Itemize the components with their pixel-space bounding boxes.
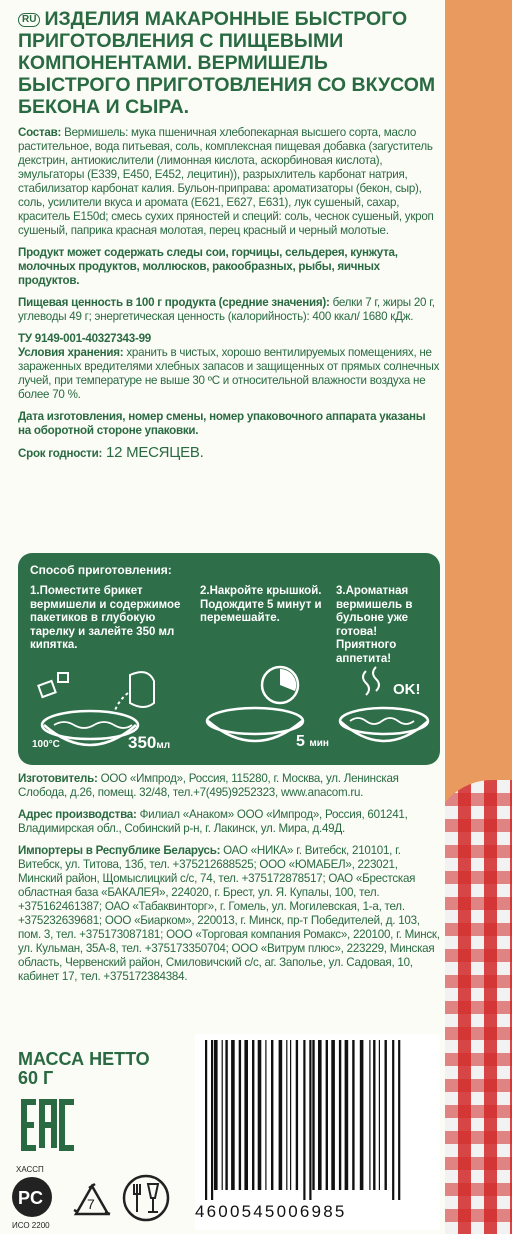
barcode-bar: [211, 1040, 213, 1200]
volume-unit: мл: [156, 740, 171, 751]
manufacturer: [18, 772, 440, 800]
barcode-bar: [214, 1040, 218, 1190]
allergens-text: Продукт может содержать следы сои, горчицы, сельдерея, кунжута, молочных продуктов, моллюсков, ракообразных, рыбы, яичных продуктов.: [18, 246, 398, 287]
production-address-label: Адрес производства:: [18, 808, 137, 821]
barcode-bar: [225, 1040, 227, 1190]
product-title-text: ИЗДЕЛИЯ МАКАРОННЫЕ БЫСТРОГО ПРИГОТОВЛЕНИЯ С ПИЩЕВЫМИ КОМПОНЕНТАМИ. ВЕРМИШЕЛЬ БЫСТРОГО ПРИГОТОВЛЕНИЯ СО ВКУСОМ БЕКОНА И СЫРА.: [18, 8, 436, 118]
barcode-bar: [352, 1040, 354, 1190]
net-mass: [18, 1050, 150, 1088]
barcode-bar: [244, 1040, 248, 1190]
importers-text: ОАО «НИКА» г. Витебск, 210101, г. Витебск, ул. Титова, 13б, тел. +375212688525; ООО «ЮМАБЕЛ», 223021, Минский район, Щомыслицкий с/с, 74, тел. +375172878517; ОАО «Брестская областная база «БАКАЛЕЯ», 224020, г. Брест, ул. Я. Купалы, 100, тел. +375162461387; ОАО «Табаквинторг», г. Гомель, ул. Могилевская, 1-а, тел. +375232639681; ООО «Биарком», 220013, г. Минск, пр-т Победителей, д. 103, пом. 3, тел. +375173087181; ООО «Торговая компания Ромакс», 220100, г. Минск, ул. Кульман, 35А-8, тел. +375173350704; ООО «Витрум плюс», 223229, Минская область, Червенский район, Смиловичский с/с, аг. Заполье, ул. Садовая, 10, кабинет 17, тел. +375172384384.: [18, 844, 440, 983]
barcode-bar: [326, 1040, 328, 1190]
haccp-icon: [12, 1165, 52, 1230]
standard-text: ТУ 9149-001-40327343-99: [18, 332, 151, 345]
ru-badge: RU: [18, 13, 40, 27]
barcode-bar: [205, 1040, 207, 1200]
composition: [18, 126, 440, 238]
production-address-text: Филиал «Анаком» ООО «Импрод», Россия, 601241, Владимирская обл., Собинский р-н, г. Лакинск, ул. Мира, д.49Д.: [18, 808, 408, 835]
net-mass-label: МАССА НЕТТО: [18, 1049, 150, 1069]
date-note-text: Дата изготовления, номер смены, номер упаковочного аппарата указаны на оборотной стороне упаковки.: [18, 410, 426, 437]
storage-text: хранить в чистых, хорошо вентилируемых помещениях, не зараженных вредителями хлебных запасов и защищенных от прямых солнечных лучей, при температуре не выше 30 ºС и относительной влажности воздуха не более 70 %.: [18, 346, 440, 401]
barcode-bar: [258, 1040, 262, 1190]
label-content: [18, 8, 440, 461]
nutrition-text: белки 7 г, жиры 20 г, углеводы 49 г; энергетическая ценность (калорийность): 400 ккал/ 1680 кДж.: [18, 296, 435, 323]
volume-label: [128, 733, 170, 753]
svg-text:ХАССП: ХАССП: [16, 1165, 44, 1174]
barcode-bar: [309, 1040, 311, 1200]
importers-label: Импортеры в Республике Беларусь:: [18, 844, 221, 857]
barcode-bar: [296, 1040, 298, 1190]
ok-label: OK!: [393, 681, 421, 698]
barcode-bar: [345, 1040, 349, 1190]
nutrition-label: Пищевая ценность в 100 г продукта (средние значения):: [18, 296, 330, 309]
barcode-bar: [398, 1040, 400, 1200]
barcode-bar: [290, 1040, 291, 1190]
barcode-bar: [265, 1040, 266, 1190]
barcode-bar: [373, 1040, 375, 1190]
step-2: 2.Накройте крышкой. Подождите 5 минут и перемешайте.: [200, 585, 322, 624]
barcode-bar: [231, 1040, 235, 1190]
manufacturer-label: Изготовитель:: [18, 772, 98, 785]
allergens: [18, 246, 440, 288]
step-3: 3.Ароматная вермишель в бульоне уже готова! Приятного аппетита!: [336, 585, 413, 665]
svg-text:PC: PC: [18, 1188, 44, 1208]
company-info: [18, 772, 440, 984]
svg-text:7: 7: [87, 1196, 95, 1212]
barcode-bar: [379, 1040, 380, 1190]
importers: [18, 844, 440, 984]
step-1: 1.Поместите брикет вермишели и содержимое пакетиков в глубокую тарелку и залейте 350 мл кипятка.: [30, 585, 181, 651]
ready-bowl-icon: [336, 663, 436, 758]
svg-text:ИСО 2200: ИСО 2200: [12, 1221, 50, 1230]
preparation-box: [18, 553, 440, 765]
barcode-bar: [271, 1040, 273, 1190]
barcode-bar: [331, 1040, 335, 1190]
barcode-number: 4600545006985: [195, 1202, 347, 1221]
temperature-label: 100°С: [32, 739, 60, 750]
production-address: [18, 808, 440, 836]
barcode-bar: [369, 1040, 370, 1190]
product-title: [18, 8, 440, 118]
barcode-bar: [303, 1040, 305, 1200]
barcode-bar: [339, 1040, 341, 1190]
barcode-bar: [385, 1040, 387, 1190]
barcode: [195, 1034, 440, 1230]
time-label: [296, 733, 329, 751]
certification-marks: [6, 1162, 191, 1232]
barcode-bar: [392, 1040, 394, 1200]
barcode-bar: [279, 1040, 283, 1190]
composition-label: Состав:: [18, 126, 62, 139]
shelf-life-label: Срок годности:: [18, 447, 103, 460]
barcode-bar: [312, 1040, 314, 1190]
food-contact-icon: [124, 1176, 168, 1220]
time-unit: мин: [309, 738, 329, 749]
standard: [18, 332, 440, 346]
manufacturer-text: ООО «Импрод», Россия, 115280, г. Москва, ул. Ленинская Слобода, д.26, помещ. 32/48, тел.+7(495)9252323, www.anacom.ru.: [18, 772, 399, 799]
barcode-bar: [286, 1040, 287, 1190]
barcode-bar: [222, 1040, 223, 1190]
barcode-bar: [252, 1040, 254, 1190]
storage: [18, 346, 440, 402]
date-note: [18, 410, 440, 438]
barcode-bar: [239, 1040, 241, 1190]
composition-text: Вермишель: мука пшеничная хлебопекарная высшего сорта, масло растительное, вода питьевая, соль, комплексная пищевая добавка (загуститель декстрин, антиокислители (лимонная кислота, аскорбиновая кислота), эмульгаторы (Е339, Е450, Е452, лецитин)), разрыхлитель карбонат натрия, стабилизатор карбонат калия. Бульон-приправа: ароматизаторы (бекон, сыр), соль, усилители вкуса и аромата (Е621, Е627, Е631), лук сушеный, сахар, краситель Е150d; смесь сухих пряностей и специй: соль, чеснок сушеный, укроп сушеный, паприка красная молотая, перец красный и черный молотые.: [18, 126, 434, 237]
barcode-bars: [203, 1040, 433, 1200]
time-value: 5: [296, 733, 305, 750]
eac-mark-icon: [20, 1098, 80, 1153]
volume-value: 350: [128, 733, 157, 752]
shelf-life-value: 12 МЕСЯЦЕВ.: [102, 444, 204, 461]
nutrition: [18, 296, 440, 324]
barcode-bar: [318, 1040, 322, 1190]
recycle-icon: [74, 1184, 110, 1214]
net-mass-value: 60 Г: [18, 1068, 54, 1088]
storage-label: Условия хранения:: [18, 346, 124, 359]
preparation-title: Способ приготовления:: [30, 563, 172, 577]
shelf-life: [18, 446, 440, 461]
barcode-bar: [360, 1040, 364, 1190]
